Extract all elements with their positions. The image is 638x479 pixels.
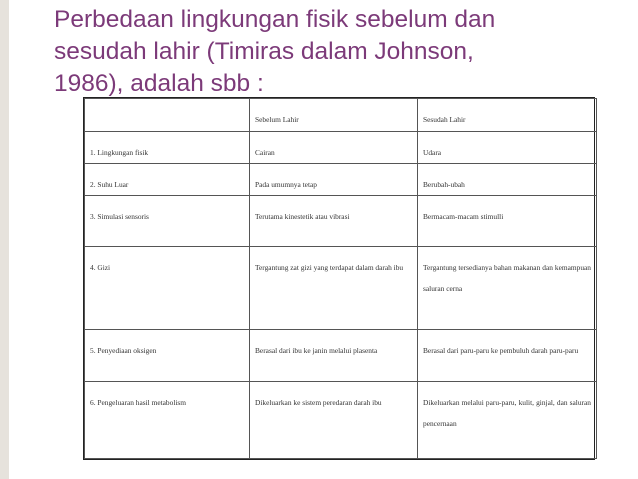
slide-side-accent bbox=[0, 0, 9, 479]
after-birth-cell: Dikeluarkan melalui paru-paru, kulit, ginjal, dan saluran pencernaan bbox=[418, 382, 597, 459]
after-birth-cell: Udara bbox=[418, 132, 597, 164]
row-label: 2. Suhu Luar bbox=[85, 164, 250, 196]
header-cell-before-birth: Sebelum Lahir bbox=[250, 99, 418, 132]
table-row bbox=[85, 132, 597, 164]
table-row bbox=[85, 164, 597, 196]
comparison-table bbox=[83, 97, 595, 460]
table-row bbox=[85, 247, 597, 330]
header-cell-empty bbox=[85, 99, 250, 132]
before-birth-cell: Terutama kinestetik atau vibrasi bbox=[250, 196, 418, 247]
row-label: 4. Gizi bbox=[85, 247, 250, 330]
table-row bbox=[85, 330, 597, 382]
before-birth-cell: Pada umumnya tetap bbox=[250, 164, 418, 196]
row-label: 3. Simulasi sensoris bbox=[85, 196, 250, 247]
row-label: 1. Lingkungan fisik bbox=[85, 132, 250, 164]
row-label: 6. Pengeluaran hasil metabolism bbox=[85, 382, 250, 459]
slide-title: Perbedaan lingkungan fisik sebelum dan sesudah lahir (Timiras dalam Johnson, 1986), adalah sbb : bbox=[54, 6, 496, 97]
after-birth-cell: Berasal dari paru-paru ke pembuluh darah paru-paru bbox=[418, 330, 597, 382]
before-birth-cell: Berasal dari ibu ke janin melalui plasenta bbox=[250, 330, 418, 382]
after-birth-cell: Berubah-ubah bbox=[418, 164, 597, 196]
table-header-row bbox=[85, 99, 597, 132]
after-birth-cell: Tergantung tersedianya bahan makanan dan kemampuan saluran cerna bbox=[418, 247, 597, 330]
table-row bbox=[85, 382, 597, 459]
header-cell-after-birth: Sesudah Lahir bbox=[418, 99, 597, 132]
table-row bbox=[85, 196, 597, 247]
row-label: 5. Penyediaan oksigen bbox=[85, 330, 250, 382]
before-birth-cell: Dikeluarkan ke sistem peredaran darah ibu bbox=[250, 382, 418, 459]
after-birth-cell: Bermacam-macam stimulli bbox=[418, 196, 597, 247]
before-birth-cell: Tergantung zat gizi yang terdapat dalam darah ibu bbox=[250, 247, 418, 330]
before-birth-cell: Cairan bbox=[250, 132, 418, 164]
